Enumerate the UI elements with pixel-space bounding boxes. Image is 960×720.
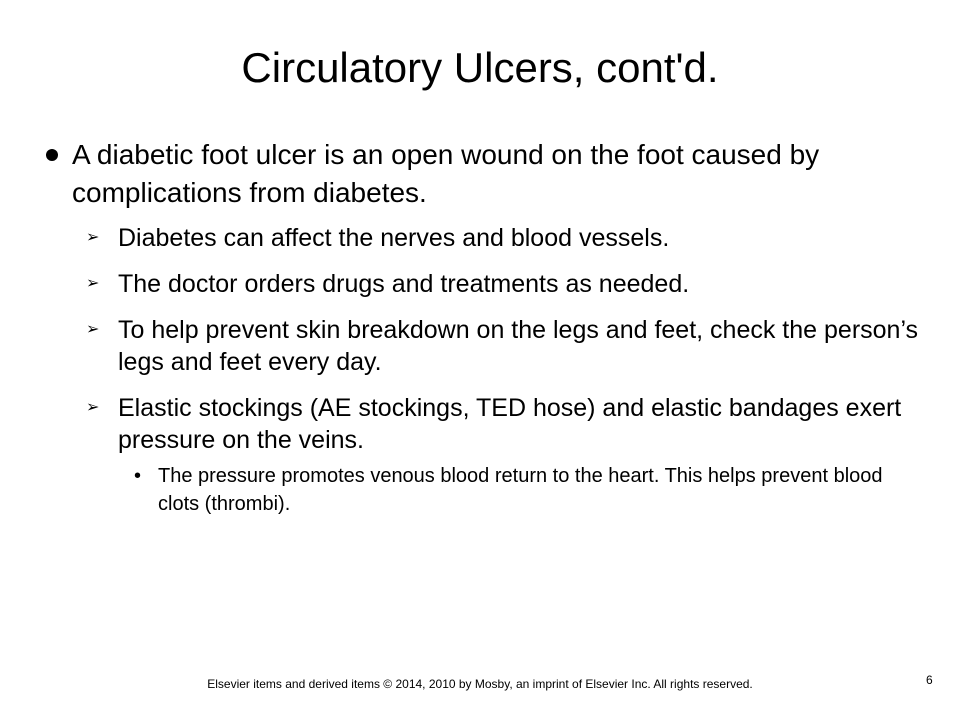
sub-bullet-text: The doctor orders drugs and treatments as needed. <box>118 270 690 298</box>
dot-bullet-icon: • <box>134 465 142 487</box>
bullet-item <box>44 136 924 212</box>
copyright-footer: Elsevier items and derived items © 2014, 2010 by Mosby, an imprint of Elsevier Inc. All rights reserved. <box>207 677 753 691</box>
slide-content <box>44 136 924 518</box>
arrowhead-bullet-icon: ➢ <box>86 321 100 338</box>
bullet-text: A diabetic foot ulcer is an open wound on the foot caused by complications from diabetes. <box>72 139 820 208</box>
sub-bullet-text: Diabetes can affect the nerves and blood vessels. <box>118 224 670 252</box>
arrowhead-bullet-icon: ➢ <box>86 229 100 246</box>
sub-sub-bullet-item <box>44 462 924 518</box>
round-bullet-icon <box>46 149 58 161</box>
sub-sub-bullet-text: The pressure promotes venous blood return to the heart. This helps prevent blood clots (thrombi). <box>158 465 883 515</box>
sub-bullet-item <box>44 392 924 456</box>
sub-bullet-item <box>44 314 924 378</box>
arrowhead-bullet-icon: ➢ <box>86 399 100 416</box>
sub-bullet-item <box>44 268 924 300</box>
sub-bullet-text: Elastic stockings (AE stockings, TED hose) and elastic bandages exert pressure on the veins. <box>118 394 902 454</box>
page-number: 6 <box>926 673 933 687</box>
sub-bullet-text: To help prevent skin breakdown on the legs and feet, check the person’s legs and feet every day. <box>118 316 919 376</box>
arrowhead-bullet-icon: ➢ <box>86 275 100 292</box>
slide-title: Circulatory Ulcers, cont'd. <box>241 44 719 91</box>
sub-bullet-item <box>44 222 924 254</box>
